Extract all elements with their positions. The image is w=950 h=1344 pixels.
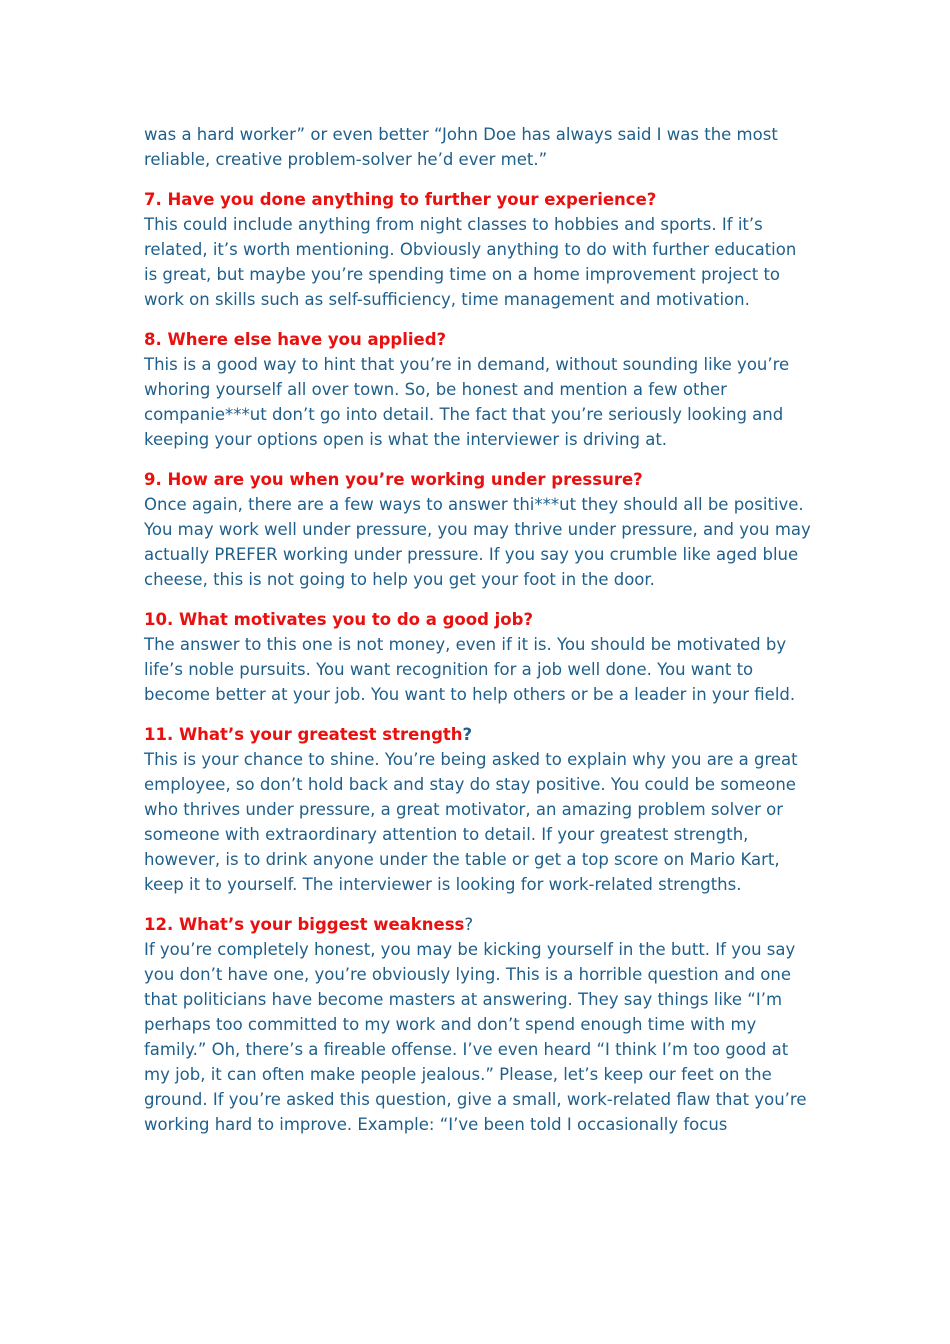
question-9-title: 9. How are you when you’re working under pressure? — [144, 470, 643, 489]
question-9-heading — [144, 467, 814, 492]
question-11-heading — [144, 722, 814, 747]
question-11 — [144, 722, 814, 897]
question-9 — [144, 467, 814, 592]
question-12-answer: If you’re completely honest, you may be kicking yourself in the butt. If you say you don’t have one, you’re obviously lying. This is a horrible question and one that politicians have become masters at answering. They say things like “I’m perhaps too committed to my work and don’t spend enough time with my family.” Oh, there’s a fireable offense. I’ve even heard “I think I’m too good at my job, it can often make people jealous.” Please, let’s keep our feet on the ground. If you’re asked this question, give a small, work-related flaw that you’re working hard to improve. Example: “I’ve been told I occasionally focus — [144, 940, 807, 1134]
question-11-question-mark: ? — [462, 725, 473, 744]
question-10-answer: The answer to this one is not money, even if it is. You should be motivated by life’s noble pursuits. You want recognition for a job well done. You want to become better at your job. You want to help others or be a leader in your field. — [144, 635, 796, 704]
question-8-title: 8. Where else have you applied? — [144, 330, 447, 349]
question-12-question-mark: ? — [464, 915, 474, 934]
question-11-title: 11. What’s your greatest strength — [144, 725, 463, 744]
intro-paragraph: was a hard worker” or even better “John Doe has always said I was the most reliable, creative problem-solver he’d ever met.” — [144, 125, 778, 169]
question-8-heading — [144, 327, 814, 352]
question-10-title: 10. What motivates you to do a good job? — [144, 610, 534, 629]
question-10-heading — [144, 607, 814, 632]
question-7-answer: This could include anything from night classes to hobbies and sports. If it’s related, it’s worth mentioning. Obviously anything to do with further education is great, but maybe you’re spending time on a home improvement project to work on skills such as self-sufficiency, time management and motivation. — [144, 215, 797, 309]
question-11-answer: This is your chance to shine. You’re being asked to explain why you are a great employee, so don’t hold back and stay do stay positive. You could be someone who thrives under pressure, a great motivator, an amazing problem solver or someone with extraordinary attention to detail. If your greatest strength, however, is to drink anyone under the table or get a top score on Mario Kart, keep it to yourself. The interviewer is looking for work-related strengths. — [144, 750, 798, 894]
question-8 — [144, 327, 814, 452]
question-9-answer: Once again, there are a few ways to answer thi***ut they should all be positive. You may work well under pressure, you may thrive under pressure, and you may actually PREFER working under pressure. If you say you crumble like aged blue cheese, this is not going to help you get your foot in the door. — [144, 495, 811, 589]
question-7-heading — [144, 187, 814, 212]
question-12-title: 12. What’s your biggest weakness — [144, 915, 465, 934]
question-7-title: 7. Have you done anything to further your experience? — [144, 190, 657, 209]
question-10 — [144, 607, 814, 707]
question-7 — [144, 187, 814, 312]
question-12-heading — [144, 912, 814, 937]
question-8-answer: This is a good way to hint that you’re in demand, without sounding like you’re whoring yourself all over town. So, be honest and mention a few other companie***ut don’t go into detail. The fact that you’re seriously looking and keeping your options open is what the interviewer is driving at. — [144, 355, 790, 449]
document-page — [144, 122, 814, 1137]
question-12 — [144, 912, 814, 1137]
